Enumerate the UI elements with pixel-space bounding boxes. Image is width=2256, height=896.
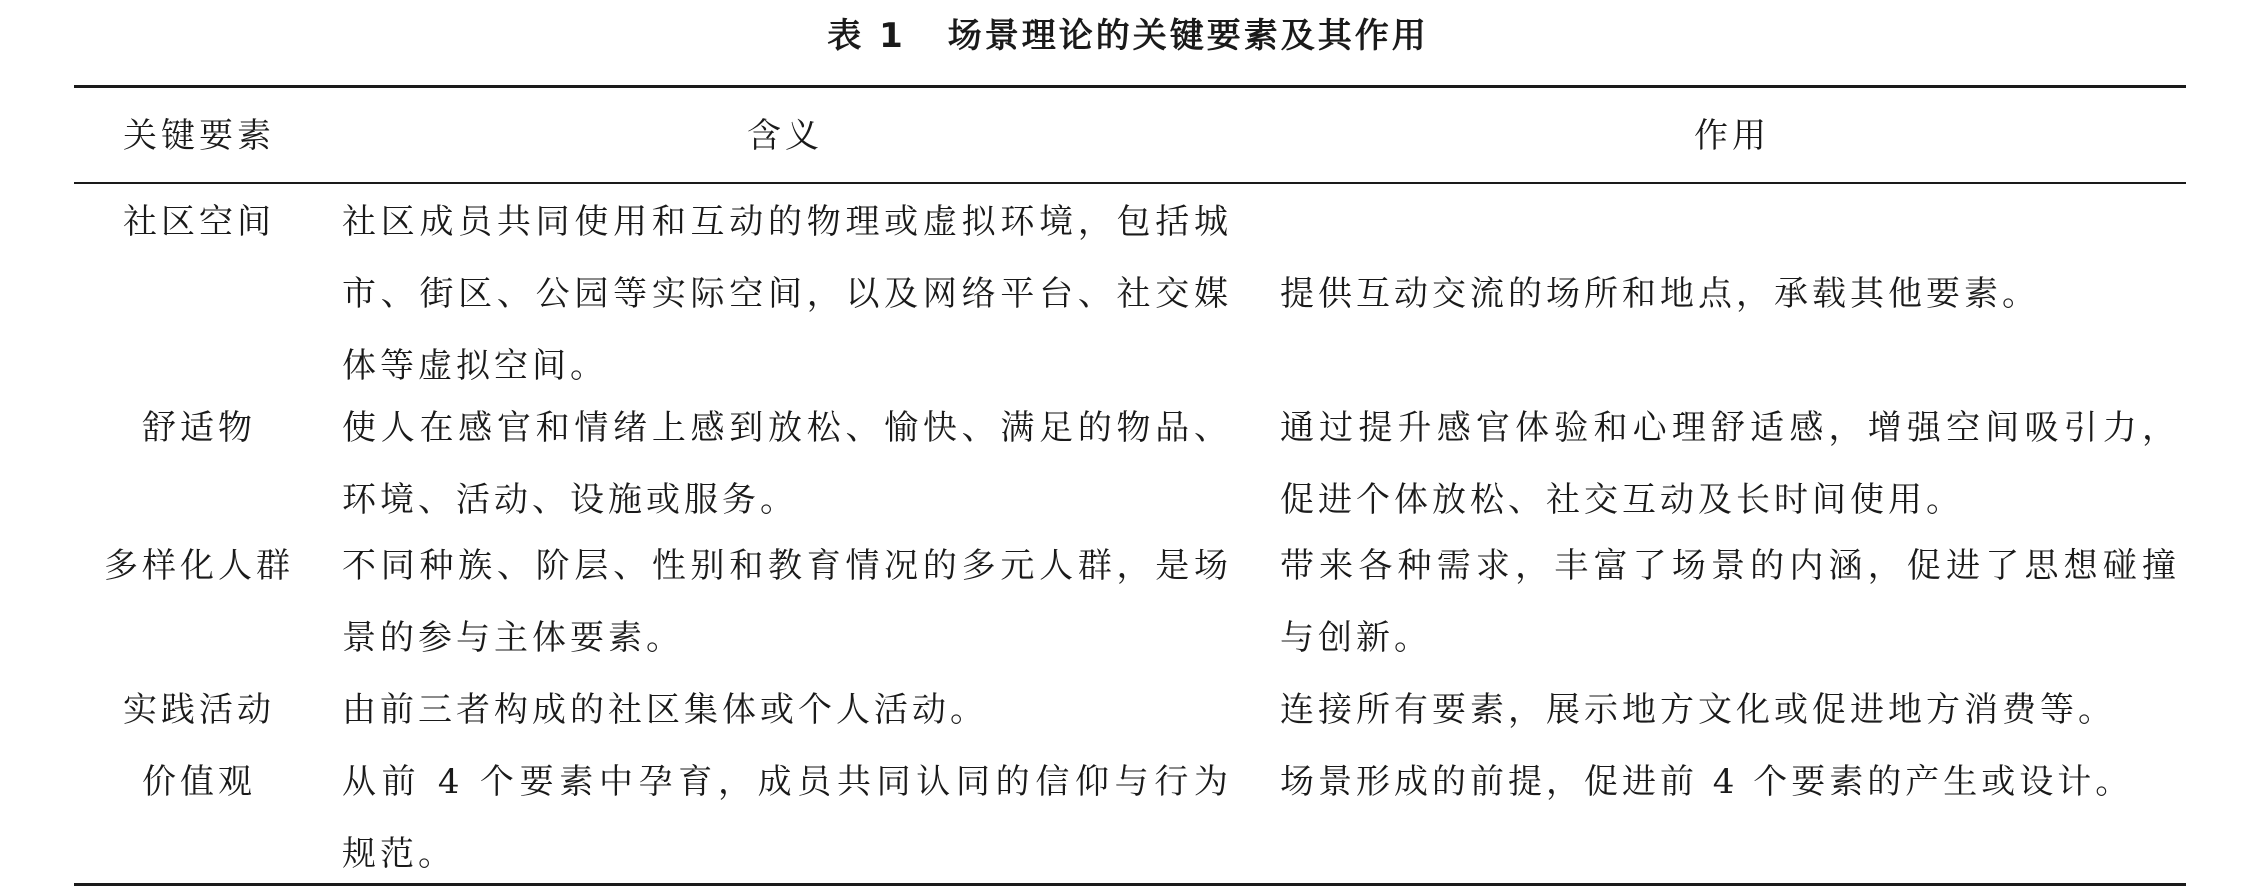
row-meaning-cell: 使人在感官和情绪上感到放松、愉快、满足的物品、环境、活动、设施或服务。 xyxy=(342,408,1232,520)
header-rule xyxy=(74,182,2186,184)
row-meaning-cell: 社区成员共同使用和互动的物理或虚拟环境，包括城市、街区、公园等实际空间，以及网络平台、社交媒体等虚拟空间。 xyxy=(342,202,1232,386)
row-key-cell: 多样化人群 xyxy=(104,546,294,586)
row-key-cell: 社区空间 xyxy=(123,202,275,242)
header-meaning: 含义 xyxy=(747,116,823,156)
row-meaning-cell: 不同种族、阶层、性别和教育情况的多元人群，是场景的参与主体要素。 xyxy=(342,546,1232,658)
row-role-cell: 带来各种需求，丰富了场景的内涵，促进了思想碰撞与创新。 xyxy=(1280,546,2180,658)
header-role: 作用 xyxy=(1694,116,1770,156)
header-key-element: 关键要素 xyxy=(123,116,275,156)
table-title: 场景理论的关键要素及其作用 xyxy=(947,16,1429,56)
row-role-cell: 通过提升感官体验和心理舒适感，增强空间吸引力，促进个体放松、社交互动及长时间使用。 xyxy=(1280,408,2180,520)
row-meaning-cell: 由前三者构成的社区集体或个人活动。 xyxy=(342,690,988,730)
bottom-rule xyxy=(74,883,2186,886)
row-key-cell: 舒适物 xyxy=(142,408,256,448)
table-number: 表 1 xyxy=(827,16,906,56)
row-meaning-cell: 从前 4 个要素中孕育，成员共同认同的信仰与行为规范。 xyxy=(342,762,1232,874)
row-role-cell: 提供互动交流的场所和地点，承载其他要素。 xyxy=(1280,274,2040,314)
row-role-cell: 场景形成的前提，促进前 4 个要素的产生或设计。 xyxy=(1280,762,2134,802)
row-role-cell: 连接所有要素，展示地方文化或促进地方消费等。 xyxy=(1280,690,2116,730)
table-caption xyxy=(0,14,2256,58)
row-key-cell: 实践活动 xyxy=(123,690,275,730)
top-rule xyxy=(74,85,2186,88)
row-key-cell: 价值观 xyxy=(142,762,256,802)
